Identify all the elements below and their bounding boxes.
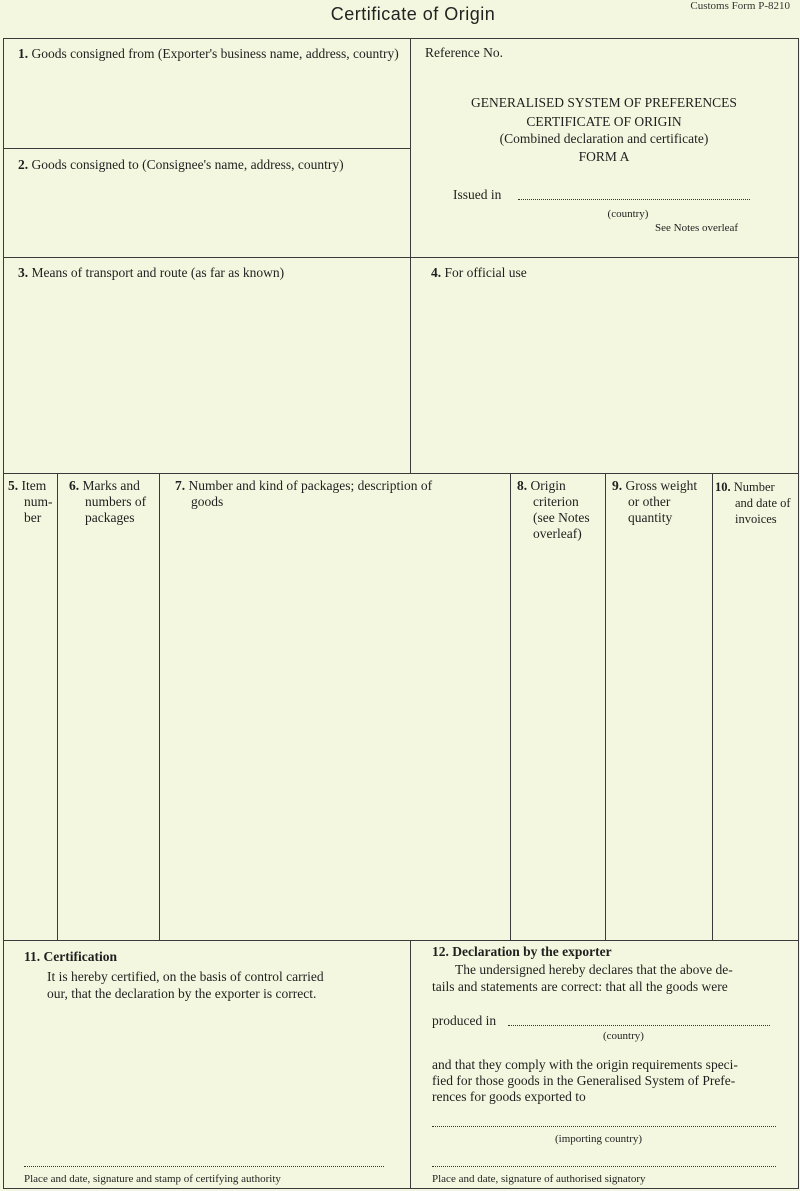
divider-bottom-middle: [410, 940, 411, 1189]
issued-in-field[interactable]: [518, 199, 750, 200]
box12-title: 12. Declaration by the exporter: [432, 944, 612, 959]
box11-text-1: It is hereby certified, on the basis of control carried: [47, 969, 324, 984]
divider-row2: [3, 257, 799, 258]
box12-text-5: rences for goods exported to: [432, 1089, 586, 1104]
divider-box1-box2: [3, 148, 410, 149]
issued-country-caption: (country): [607, 208, 649, 220]
divider-top-middle: [410, 38, 411, 473]
box12-text-3: and that they comply with the origin requirements speci-: [432, 1057, 738, 1072]
frame-left: [3, 38, 4, 1189]
box11-signature-field[interactable]: [24, 1166, 384, 1167]
box12-signature-field[interactable]: [432, 1166, 776, 1167]
frame-bottom: [3, 1188, 799, 1189]
form-code: Customs Form P-8210: [690, 0, 790, 12]
col6-header: 6. Marks and numbers of packages: [69, 478, 147, 525]
col5-header: 5. Item num- ber: [8, 478, 53, 525]
produced-in-label: produced in: [432, 1013, 497, 1028]
importing-country-caption: (importing country): [555, 1133, 643, 1145]
box2-label: 2. Goods consigned to (Consignee's name, address, country): [18, 157, 344, 172]
see-notes: See Notes overleaf: [655, 222, 739, 234]
divider-col8-9: [605, 473, 606, 940]
frame-right: [798, 38, 799, 1189]
issued-in-label: Issued in: [453, 187, 502, 202]
col8-header: 8. Origin criterion (see Notes overleaf): [517, 478, 590, 541]
gsp-heading: GENERALISED SYSTEM OF PREFERENCES: [471, 95, 737, 110]
divider-col5-6: [57, 473, 58, 940]
box1-label: 1. Goods consigned from (Exporter's business name, address, country): [18, 46, 399, 61]
box11-title: 11. Certification: [24, 949, 117, 964]
divider-row4: [3, 940, 799, 941]
produced-in-field[interactable]: [508, 1025, 770, 1026]
certificate-heading: CERTIFICATE OF ORIGIN: [526, 114, 682, 129]
frame-top: [3, 38, 799, 39]
box11-footer: Place and date, signature and stamp of certifying authority: [24, 1173, 281, 1185]
reference-label: Reference No.: [425, 45, 503, 60]
box12-text-2: tails and statements are correct: that all the goods were: [432, 979, 728, 994]
page-title: Certificate of Origin: [330, 4, 496, 24]
divider-col7-8: [510, 473, 511, 940]
col9-header: 9. Gross weight or other quantity: [612, 478, 698, 525]
col7-header: 7. Number and kind of packages; description of goods: [175, 478, 433, 509]
produced-country-caption: (country): [603, 1030, 644, 1042]
divider-row3: [3, 473, 799, 474]
divider-col6-7: [159, 473, 160, 940]
box4-label: 4. For official use: [431, 265, 527, 280]
box12-footer: Place and date, signature of authorised signatory: [432, 1173, 646, 1185]
box3-label: 3. Means of transport and route (as far as known): [18, 265, 285, 280]
form-a: FORM A: [578, 149, 630, 164]
box12-text-1: The undersigned hereby declares that the above de-: [455, 962, 733, 977]
col10-header: 10. Number and date of invoices: [715, 480, 791, 526]
importing-country-field[interactable]: [432, 1126, 776, 1127]
divider-col9-10: [712, 473, 713, 940]
box3-field[interactable]: [4, 290, 409, 472]
combined-declaration: (Combined declaration and certificate): [499, 131, 709, 146]
box11-text-2: our, that the declaration by the exporter is correct.: [47, 986, 317, 1001]
box12-text-4: fied for those goods in the Generalised System of Prefe-: [432, 1073, 736, 1088]
